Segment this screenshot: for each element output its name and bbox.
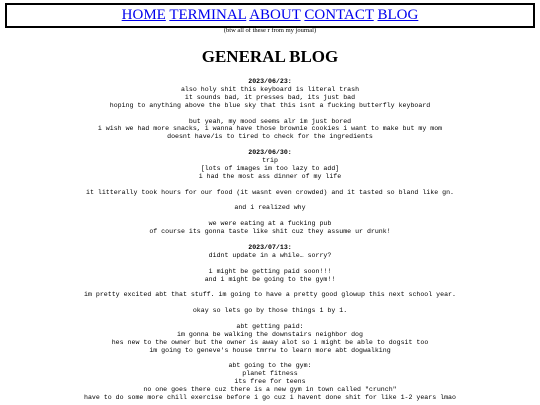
blank-line xyxy=(0,355,540,363)
blog-entry xyxy=(0,149,540,236)
entry-line: abt getting paid: xyxy=(236,322,304,330)
entry-line: didnt update in a while… sorry? xyxy=(208,251,332,259)
entry-line: also holy shit this keyboard is literal trash xyxy=(180,85,360,93)
entry-date: 2023/06/30: xyxy=(248,149,292,157)
blank-line xyxy=(0,212,540,220)
entry-line: it sounds bad, it presses bad, its just bad xyxy=(184,93,356,101)
entry-line: have to do some more chill exercise before i go cuz i havent done shit for like 1-2 years lmao xyxy=(84,394,456,402)
nav-link-contact[interactable]: CONTACT xyxy=(304,7,374,23)
blank-line xyxy=(0,299,540,307)
entry-line: of course its gonna taste like shit cuz they assume ur drunk! xyxy=(149,228,391,236)
entry-line: i had the most ass dinner of my life xyxy=(198,172,342,180)
entry-line: im gonna be walking the downstairs neighbor dog xyxy=(177,330,363,338)
entry-line: i might be getting paid soon!!! xyxy=(208,267,332,275)
entry-spacer xyxy=(0,236,540,244)
entry-line: no one goes there cuz there is a new gym in town called "crunch" xyxy=(143,386,397,394)
journal-note: (btw all of these r from my journal) xyxy=(223,27,317,34)
entry-line: trip xyxy=(262,157,278,165)
entry-line: doesnt have/is to tired to check for the ingredients xyxy=(167,133,373,141)
entry-line: hes new to the owner but the owner is away alot so i might be able to dogsit too xyxy=(111,338,429,346)
entry-line: we were eating at a fucking pub xyxy=(208,220,332,228)
entry-line: its free for teens xyxy=(234,378,306,386)
entry-line: [lots of images im too lazy to add] xyxy=(200,164,340,172)
blank-line xyxy=(0,260,540,268)
entry-line: and i realized why xyxy=(234,204,306,212)
entry-line: it litterally took hours for our food (it wasnt even crowded) and it tasted so bland like gn. xyxy=(86,188,454,196)
blog-entry xyxy=(0,244,540,402)
blank-line xyxy=(0,181,540,189)
blank-line xyxy=(0,197,540,205)
nav-link-terminal[interactable]: TERMINAL xyxy=(169,7,247,23)
entry-line: planet fitness xyxy=(242,370,298,378)
blank-line xyxy=(0,110,540,118)
entry-date: 2023/07/13: xyxy=(248,243,292,251)
entry-line: im pretty excited abt that stuff. im going to have a pretty good glowup this next school year. xyxy=(84,291,456,299)
entry-line: okay so lets go by those things 1 by 1. xyxy=(192,307,348,315)
entry-date: 2023/06/23: xyxy=(248,78,292,85)
entry-line: but yeah, my mood seems alr im just bored xyxy=(188,117,352,125)
entry-spacer xyxy=(0,141,540,149)
blog-entry xyxy=(0,78,540,141)
entry-line: i wish we had more snacks, i wanna have those brownie cookies i want to make but my mom xyxy=(97,125,443,133)
nav-link-about[interactable]: ABOUT xyxy=(249,7,301,23)
nav-link-blog[interactable]: BLOG xyxy=(377,7,419,23)
entry-line: abt going to the gym: xyxy=(228,362,312,370)
blog-entries xyxy=(0,78,540,402)
page-title: GENERAL BLOG xyxy=(201,47,339,66)
entry-line: and i might be going to the gym!! xyxy=(204,275,336,283)
entry-line: hoping to anything above the blue sky that this isnt a fucking butterfly keyboard xyxy=(109,101,431,109)
entry-line: im going to geneve's house tmrrw to learn more abt dogwalking xyxy=(149,346,391,354)
nav-link-home[interactable]: HOME xyxy=(121,7,166,23)
blank-line xyxy=(0,283,540,291)
top-navigation-bar xyxy=(5,3,535,28)
blank-line xyxy=(0,315,540,323)
